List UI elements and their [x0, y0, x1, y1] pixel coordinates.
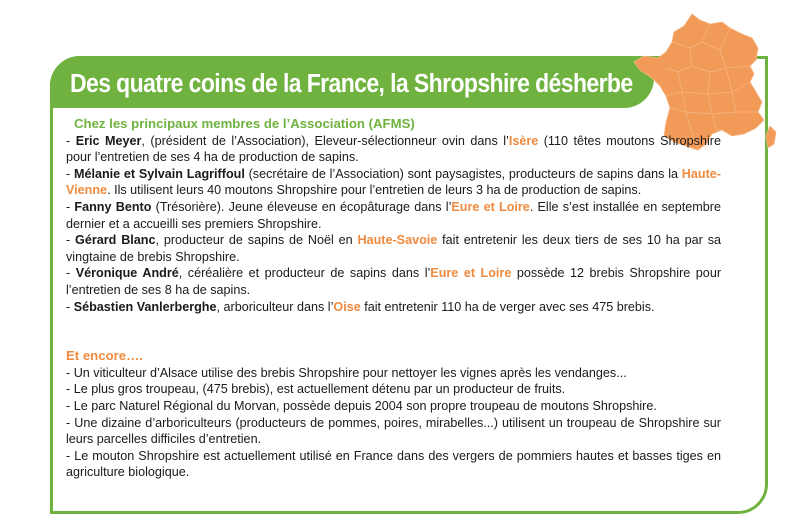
member-text: (secrétaire de l’Association) sont paysagistes, producteurs de sapins dans la	[244, 166, 682, 181]
member-prefix: -	[66, 299, 74, 314]
member-text: , arboriculteur dans l’	[216, 299, 334, 314]
member-prefix: -	[66, 133, 76, 148]
members-list	[66, 133, 721, 316]
member-item	[66, 265, 721, 298]
member-prefix: -	[66, 233, 76, 248]
member-item	[66, 232, 721, 265]
member-place: Haute-Vienne	[66, 166, 721, 198]
member-item	[66, 133, 721, 166]
members-heading: Chez les principaux membres de l’Association (AFMS)	[74, 116, 415, 131]
extra-item: - Le mouton Shropshire est actuellement utilisé en France dans des vergers de pommiers hautes et basses tiges en agriculture biologique.	[66, 448, 721, 480]
member-name: Sébastien Vanlerberghe	[73, 299, 217, 314]
member-text: , (président de l’Association), Eleveur-sélectionneur ovin dans l’	[141, 133, 509, 148]
member-item	[66, 199, 721, 232]
member-text: . Ils utilisent leurs 40 moutons Shropshire pour l’entretien de leurs 3 ha de production de sapins.	[107, 183, 642, 198]
member-name: Mélanie et Sylvain Lagriffoul	[73, 166, 245, 181]
member-name: Fanny Bento	[74, 199, 152, 214]
member-text: (Trésorière). Jeune éleveuse en écopâturage dans l’	[151, 199, 452, 214]
member-text: , producteur de sapins de Noël en	[155, 233, 358, 248]
member-item	[66, 166, 721, 199]
member-text: . Elle s’est installée en septembre dernier et a accueilli ses premiers Shropshire.	[66, 199, 721, 231]
extra-item: - Le plus gros troupeau, (475 brebis), est actuellement détenu par un producteur de fruits.	[66, 382, 566, 397]
member-prefix: -	[66, 199, 75, 214]
member-text: fait entretenir les deux tiers de ses 10 ha par sa vingtaine de brebis Shropshire.	[66, 233, 721, 264]
member-item	[66, 299, 721, 316]
member-text: (110 têtes moutons Shropshire pour l’entretien de ses 4 ha de production de sapins.	[66, 133, 721, 165]
member-prefix: -	[66, 166, 74, 181]
member-name: Gérard Blanc	[75, 233, 156, 248]
member-name: Eric Meyer	[75, 133, 142, 148]
member-prefix: -	[66, 266, 76, 281]
member-place: Eure et Loire	[451, 199, 530, 214]
extra-list	[66, 365, 721, 481]
member-place: Haute-Savoie	[357, 233, 438, 248]
member-place: Eure et Loire	[430, 266, 512, 281]
extra-item: - Un viticulteur d’Alsace utilise des brebis Shropshire pour nettoyer les vignes après les vendanges...	[66, 365, 627, 380]
member-name: Véronique André	[75, 266, 179, 281]
member-text: , céréalière et producteur de sapins dans l’	[178, 266, 431, 281]
extra-item: - Une dizaine d’arboriculteurs (producteurs de pommes, poires, mirabelles...) utilisent un troupeau de Shropshire sur leurs parcelles difficiles d’entretien.	[66, 415, 721, 447]
extra-item: - Le parc Naturel Régional du Morvan, possède depuis 2004 son propre troupeau de moutons Shropshire.	[66, 398, 657, 413]
article-body	[66, 116, 721, 481]
member-text: possède 12 brebis Shropshire pour l’entretien de ses 8 ha de sapins.	[66, 266, 722, 297]
member-place: Oise	[333, 299, 361, 314]
member-text: fait entretenir 110 ha de verger avec ses 475 brebis.	[360, 299, 655, 314]
extra-heading: Et encore….	[66, 348, 143, 364]
page-title: Des quatre coins de la France, la Shropshire désherbe	[70, 68, 633, 98]
member-place: Isère	[508, 133, 539, 148]
